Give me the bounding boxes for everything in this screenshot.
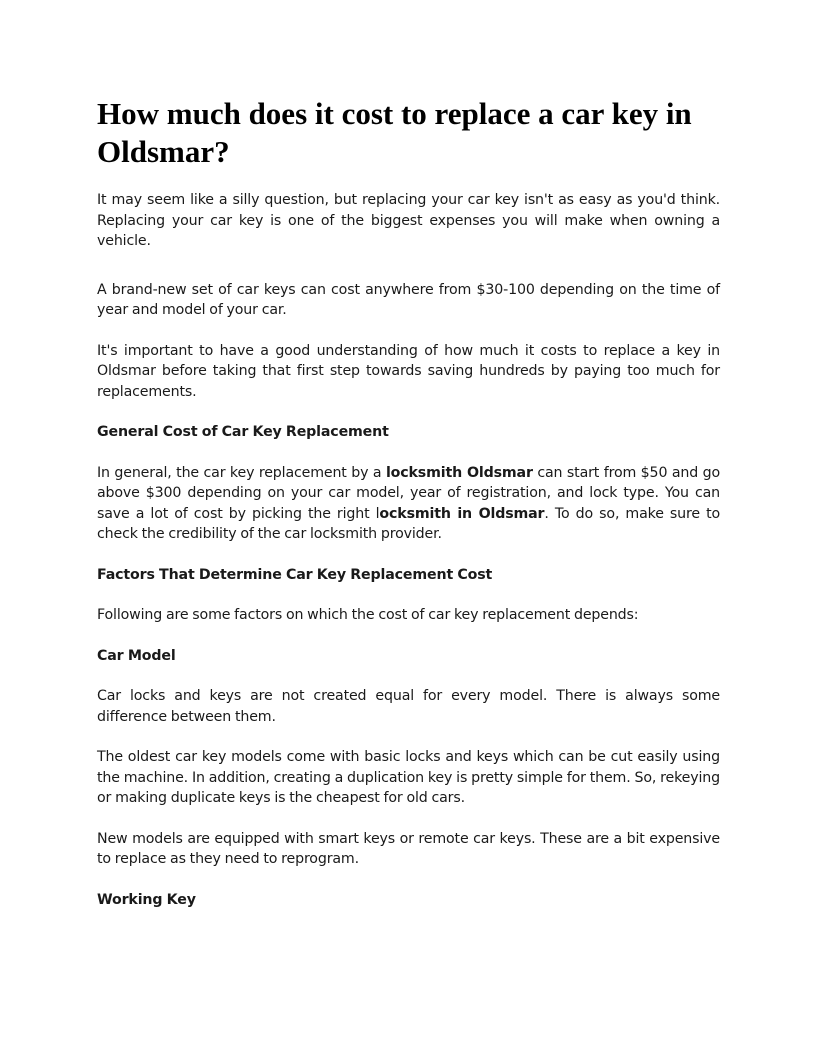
intro-paragraph-2: A brand-new set of car keys can cost anywhere from $30-100 depending on the time of year and model of your car. <box>97 281 720 318</box>
car-model-paragraph-1: Car locks and keys are not created equal for every model. There is always some difference between them. <box>97 688 720 725</box>
intro-paragraph-1: It may seem like a silly question, but replacing your car key isn't as easy as you'd think. Replacing your car key is one of the biggest expenses you will make when owning a vehicle. <box>97 192 720 249</box>
factors-heading: Factors That Determine Car Key Replacement Cost <box>97 566 493 583</box>
general-text-end: . To do so, make sure to check the credibility of the car locksmith provider. <box>97 505 721 542</box>
car-model-paragraph-3: New models are equipped with smart keys or remote car keys. These are a bit expensive to replace as they need to reprogram. <box>97 830 720 867</box>
car-model-heading: Car Model <box>97 647 176 664</box>
general-text-start: In general, the car key replacement by a <box>97 464 386 481</box>
general-cost-heading: General Cost of Car Key Replacement <box>97 424 389 440</box>
intro-paragraph-3: It's important to have a good understanding of how much it costs to replace a key in Oldsmar before taking that first step towards saving hundreds by paying too much for replacements. <box>97 342 720 400</box>
locksmith-oldsmar-link[interactable]: locksmith Oldsmar <box>385 464 533 481</box>
page-title: How much does it cost to replace a car key in Oldsmar? <box>97 96 692 169</box>
locksmith-in-oldsmar-link[interactable]: ocksmith in Oldsmar <box>379 505 545 522</box>
general-text-mid: can start from $50 and go above $300 depending on your car model, year of registration, and lock type. You can save a lot of cost by picking the right l <box>97 464 720 522</box>
document-page <box>97 95 720 910</box>
factors-paragraph: Following are some factors on which the cost of car key replacement depends: <box>97 607 639 623</box>
working-key-heading: Working Key <box>97 891 196 908</box>
general-cost-paragraph <box>97 463 720 545</box>
car-model-paragraph-2: The oldest car key models come with basic locks and keys which can be cut easily using the machine. In addition, creating a duplication key is pretty simple for them. So, rekeying or making duplicate keys is the cheapest for old cars. <box>97 749 720 806</box>
